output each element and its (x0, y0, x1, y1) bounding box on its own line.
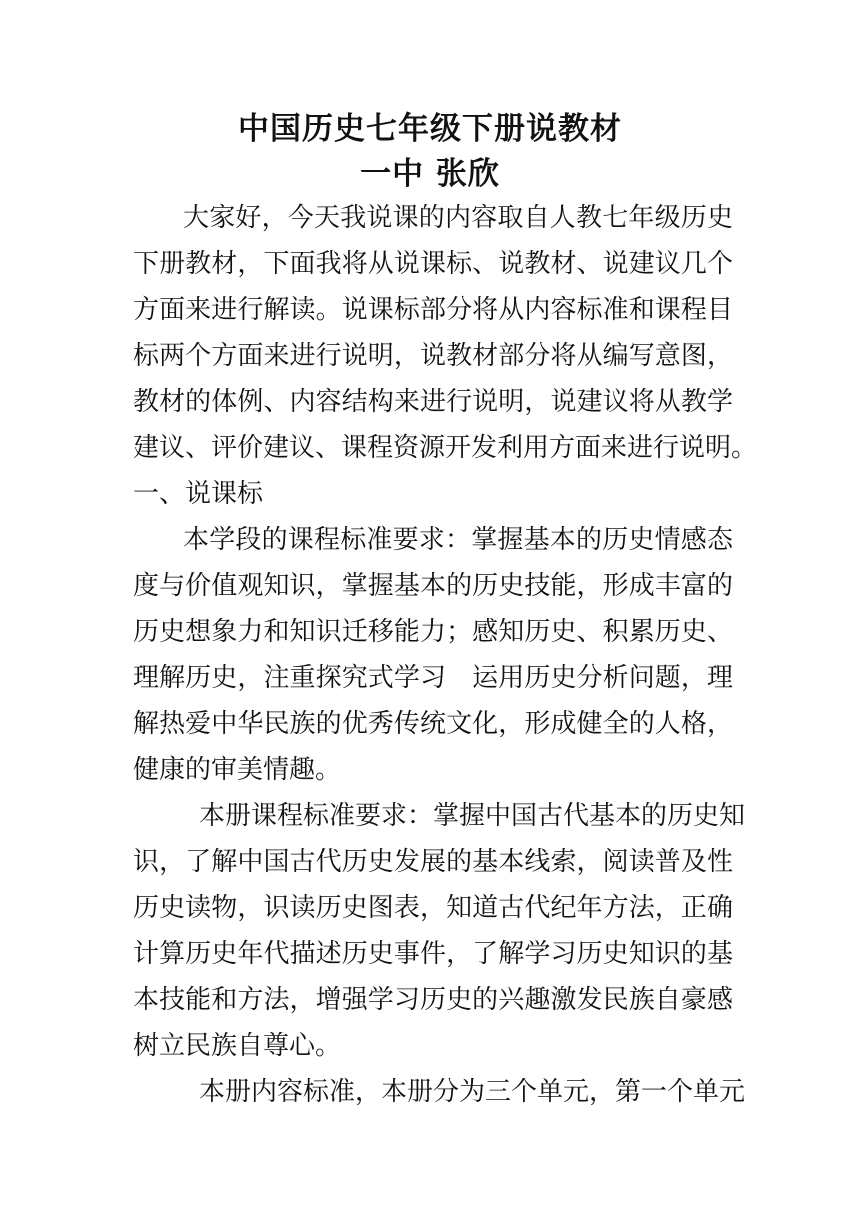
text-line: 理解历史，注重探究式学习 运用历史分析问题，理 (133, 663, 733, 693)
author-line: 一中 张欣 (360, 156, 500, 192)
text-line: 建议、评价建议、课程资源开发利用方面来进行说明。 (133, 433, 758, 463)
text-line: 历史读物，识读历史图表，知道古代纪年方法，正确 (133, 893, 733, 923)
text-line: 本册课程标准要求：掌握中国古代基本的历史知 (199, 801, 746, 831)
section-heading: 一、说课标 (133, 479, 264, 509)
text-line: 健康的审美情趣。 (133, 755, 342, 785)
text-line: 树立民族自尊心。 (133, 1031, 342, 1061)
text-line: 本册内容标准，本册分为三个单元，第一个单元 (199, 1077, 746, 1107)
text-line: 下册教材，下面我将从说课标、说教材、说建议几个 (133, 249, 733, 279)
text-line: 方面来进行解读。说课标部分将从内容标准和课程目 (133, 295, 733, 325)
text-line: 本学段的课程标准要求：掌握基本的历史情感态 (183, 525, 733, 555)
text-line: 解热爱中华民族的优秀传统文化，形成健全的人格， (133, 709, 733, 739)
text-line: 大家好，今天我说课的内容取自人教七年级历史 (183, 203, 733, 233)
text-line: 度与价值观知识，掌握基本的历史技能，形成丰富的 (133, 571, 733, 601)
text-line: 标两个方面来进行说明，说教材部分将从编写意图， (133, 341, 733, 371)
text-line: 识，了解中国古代历史发展的基本线索，阅读普及性 (133, 847, 733, 877)
text-line: 历史想象力和知识迁移能力；感知历史、积累历史、 (133, 617, 733, 647)
text-line: 教材的体例、内容结构来进行说明，说建议将从教学 (133, 387, 733, 417)
text-line: 计算历史年代描述历史事件，了解学习历史知识的基 (133, 939, 733, 969)
document-title: 中国历史七年级下册说教材 (238, 111, 622, 147)
text-line: 本技能和方法，增强学习历史的兴趣激发民族自豪感 (133, 985, 733, 1015)
